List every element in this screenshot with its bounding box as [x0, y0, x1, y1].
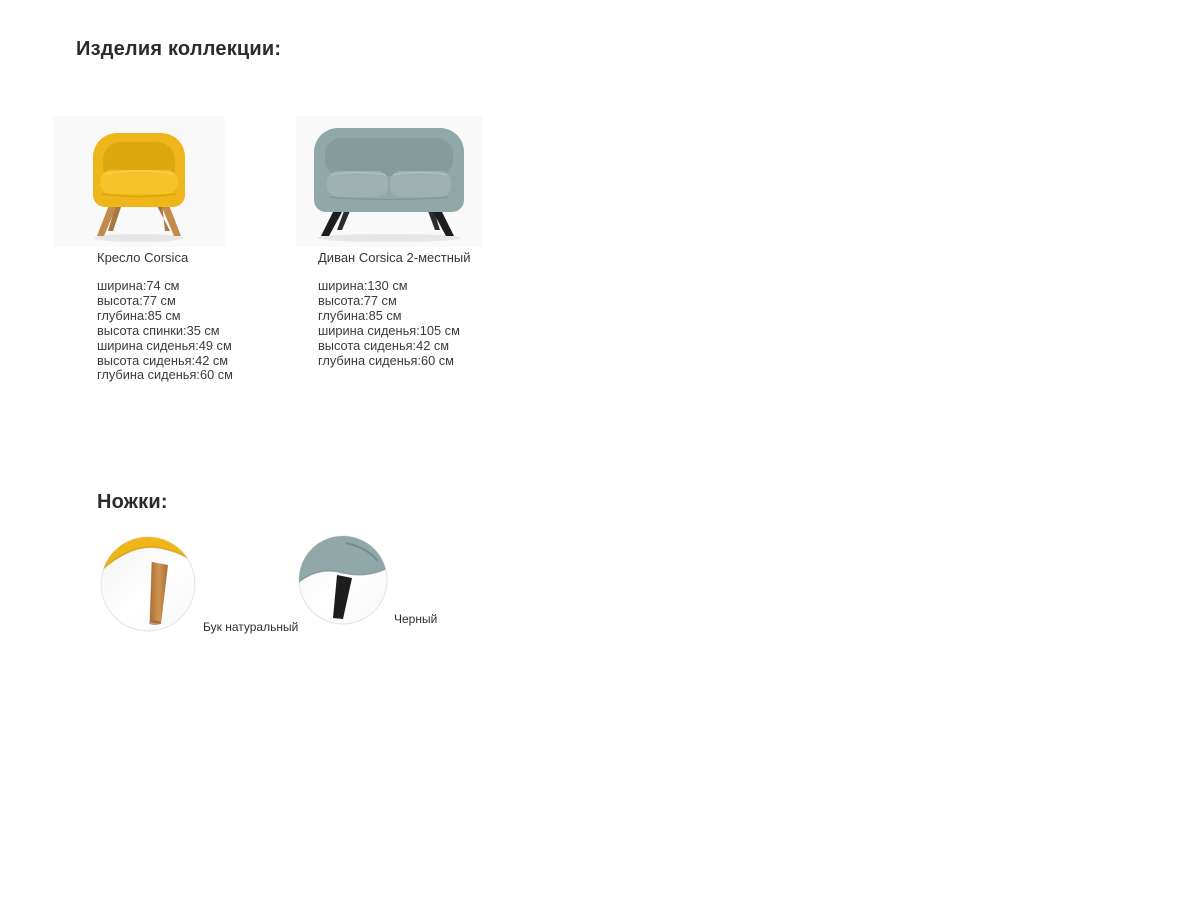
spec-line: глубина:85 см: [318, 307, 402, 323]
spec-line: ширина:74 см: [97, 278, 180, 293]
product-specs-armchair: [97, 279, 233, 383]
product-title-sofa[interactable]: Диван Corsica 2-местный: [318, 250, 471, 265]
legs-heading: Ножки:: [97, 491, 168, 513]
spec-line: высота:77 см: [97, 292, 176, 308]
spec-line: высота спинки:35 см: [97, 322, 220, 338]
spec-line: высота:77 см: [318, 292, 397, 308]
spec-line: высота сиденья:42 см: [318, 337, 450, 353]
leg-label-black: Черный: [394, 612, 438, 626]
leg-swatch-black: [298, 535, 388, 625]
spec-line: глубина:85 см: [97, 307, 181, 323]
leg-label-natural-beech: Бук натуральный: [203, 620, 299, 634]
spec-line: ширина:130 см: [318, 278, 408, 293]
product-image-armchair[interactable]: [53, 116, 225, 247]
leg-swatch-natural-beech: [100, 536, 196, 632]
collection-heading: Изделия коллекции:: [76, 38, 282, 60]
spec-line: ширина сиденья:105 см: [318, 322, 460, 338]
natural-beech-leg-icon: [100, 536, 196, 632]
teal-sofa-icon: [296, 116, 482, 247]
spec-line: высота сиденья:42 см: [97, 352, 229, 368]
product-image-sofa[interactable]: [296, 116, 482, 247]
product-specs-sofa: [318, 279, 460, 368]
spec-line: глубина сиденья:60 см: [318, 352, 454, 368]
product-title-armchair[interactable]: Кресло Corsica: [97, 250, 189, 265]
spec-line: глубина сиденья:60 см: [97, 367, 233, 383]
yellow-armchair-icon: [53, 116, 225, 247]
spec-line: ширина сиденья:49 см: [97, 337, 232, 353]
black-leg-icon: [298, 535, 388, 625]
